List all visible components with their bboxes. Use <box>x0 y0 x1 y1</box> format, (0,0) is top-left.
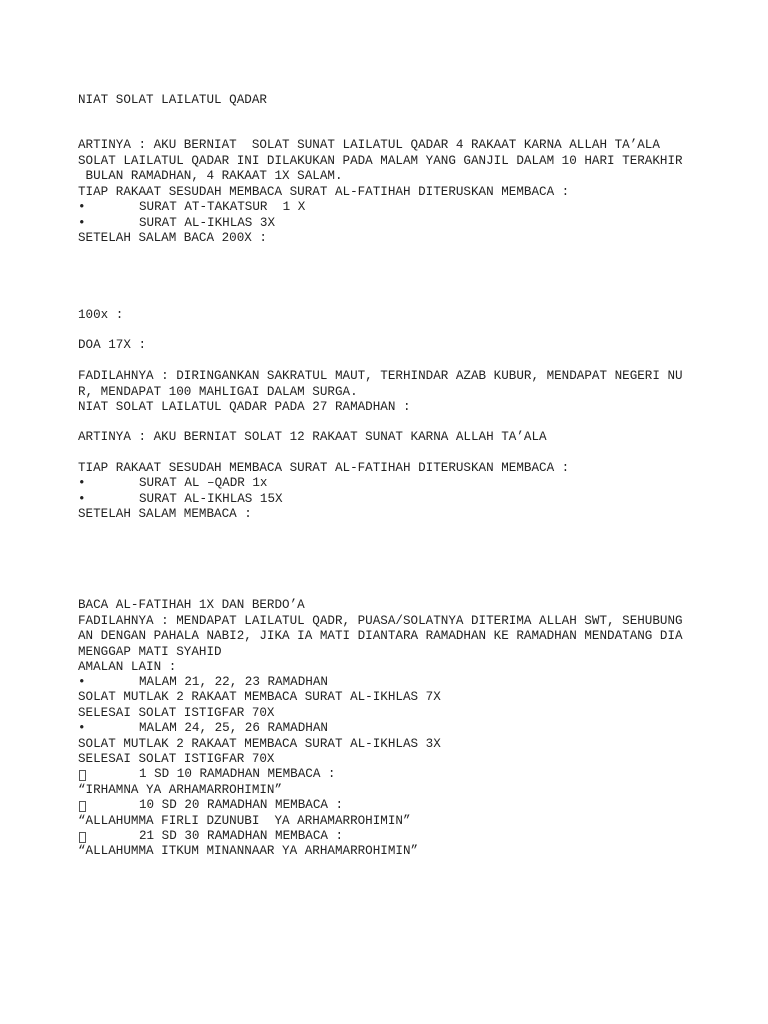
amalan-line: SELESAI SOLAT ISTIGFAR 70X <box>78 752 275 766</box>
doa-text: “IRHAMNA YA ARHAMARROHIMIN” <box>78 783 283 797</box>
list-item: 1 SD 10 RAMADHAN MEMBACA : <box>139 767 336 781</box>
bullet-icon: • <box>78 476 86 490</box>
bullet-icon: • <box>78 721 86 735</box>
list-item: SURAT AL –QADR 1x <box>139 476 268 490</box>
list-item: SURAT AL-IKHLAS 3X <box>139 216 276 230</box>
count-line: 100x : <box>78 308 124 322</box>
doa-line: DOA 17X : <box>78 338 147 352</box>
list-item: MALAM 21, 22, 23 RAMADHAN <box>139 675 328 689</box>
amalan-line: SELESAI SOLAT ISTIGFAR 70X <box>78 706 275 720</box>
fadilah-line: FADILAHNYA : DIRINGANKAN SAKRATUL MAUT, TERHINDAR AZAB KUBUR, MENDAPAT NEGERI NU <box>78 369 683 383</box>
artinya-line: ARTINYA : AKU BERNIAT SOLAT 12 RAKAAT SUNAT KARNA ALLAH TA’ALA <box>78 430 547 444</box>
fadilah-line: MENGGAP MATI SYAHID <box>78 645 222 659</box>
amalan-line: SOLAT MUTLAK 2 RAKAAT MEMBACA SURAT AL-IKHLAS 3X <box>78 737 441 751</box>
checkbox-glyph-icon <box>79 770 86 781</box>
fadilah-line: R, MENDAPAT 100 MAHLIGAI DALAM SURGA. <box>78 385 358 399</box>
bullet-icon: • <box>78 216 86 230</box>
amalan-line: SOLAT MUTLAK 2 RAKAAT MEMBACA SURAT AL-IKHLAS 7X <box>78 690 441 704</box>
instruction-line: SETELAH SALAM BACA 200X : <box>78 231 267 245</box>
fadilah-line: FADILAHNYA : MENDAPAT LAILATUL QADR, PUASA/SOLATNYA DITERIMA ALLAH SWT, SEHUBUNG <box>78 614 683 628</box>
artinya-line: ARTINYA : AKU BERNIAT SOLAT SUNAT LAILATUL QADAR 4 RAKAAT KARNA ALLAH TA’ALA <box>78 138 660 152</box>
amalan-heading: AMALAN LAIN : <box>78 660 177 674</box>
section-title: NIAT SOLAT LAILATUL QADAR PADA 27 RAMADHAN : <box>78 400 411 414</box>
list-item: 21 SD 30 RAMADHAN MEMBACA : <box>139 829 344 843</box>
list-item: SURAT AL-IKHLAS 15X <box>139 492 283 506</box>
list-item: SURAT AT-TAKATSUR 1 X <box>139 200 306 214</box>
baca-line: BACA AL-FATIHAH 1X DAN BERDO’A <box>78 598 305 612</box>
description-line: BULAN RAMADHAN, 4 RAKAAT 1X SALAM. <box>78 169 343 183</box>
bullet-icon: • <box>78 200 86 214</box>
bullet-icon: • <box>78 492 86 506</box>
list-item: 10 SD 20 RAMADHAN MEMBACA : <box>139 798 344 812</box>
bullet-icon: • <box>78 675 86 689</box>
checkbox-glyph-icon <box>79 832 86 843</box>
doa-text: “ALLAHUMMA ITKUM MINANNAAR YA ARHAMARROHIMIN” <box>78 844 419 858</box>
document-title: NIAT SOLAT LAILATUL QADAR <box>78 93 267 107</box>
instruction-line: TIAP RAKAAT SESUDAH MEMBACA SURAT AL-FATIHAH DITERUSKAN MEMBACA : <box>78 185 570 199</box>
list-item: MALAM 24, 25, 26 RAMADHAN <box>139 721 328 735</box>
doa-text: “ALLAHUMMA FIRLI DZUNUBI YA ARHAMARROHIMIN” <box>78 814 411 828</box>
fadilah-line: AN DENGAN PAHALA NABI2, JIKA IA MATI DIANTARA RAMADHAN KE RAMADHAN MENDATANG DIA <box>78 629 683 643</box>
checkbox-glyph-icon <box>79 801 86 812</box>
instruction-line: SETELAH SALAM MEMBACA : <box>78 507 252 521</box>
description-line: SOLAT LAILATUL QADAR INI DILAKUKAN PADA MALAM YANG GANJIL DALAM 10 HARI TERAKHIR <box>78 154 683 168</box>
instruction-line: TIAP RAKAAT SESUDAH MEMBACA SURAT AL-FATIHAH DITERUSKAN MEMBACA : <box>78 461 570 475</box>
